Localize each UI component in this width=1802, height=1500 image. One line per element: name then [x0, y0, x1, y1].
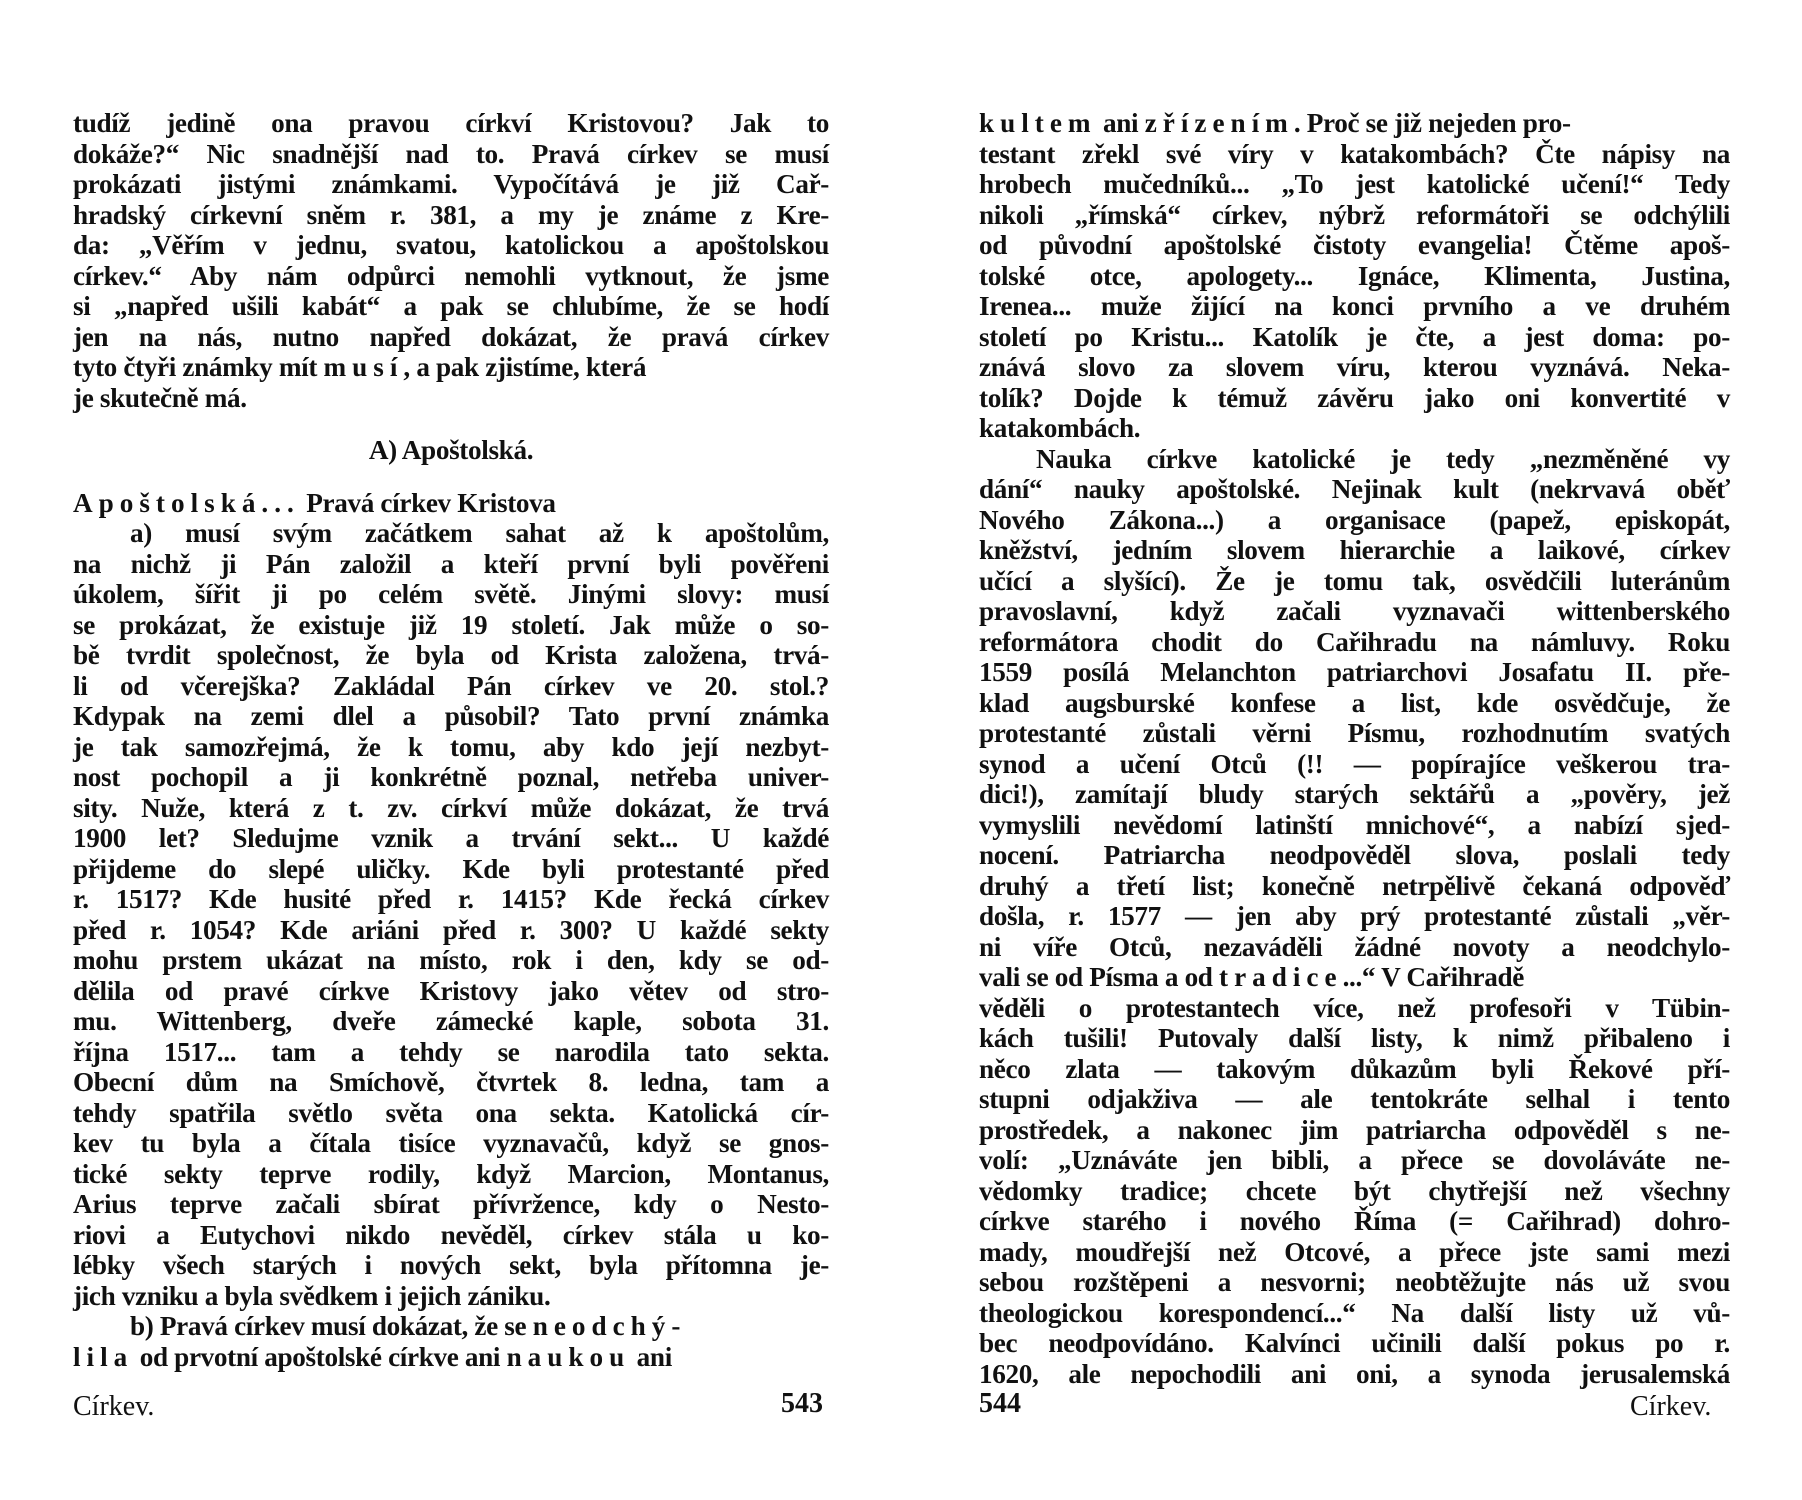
text-line: na nichž ji Pán založil a kteří první byli pověřeni — [73, 548, 829, 579]
text-line: hradský církevní sněm r. 381, a my je známe z Kre- — [73, 199, 829, 230]
text-line: století po Kristu... Katolík je čte, a jest doma: po- — [979, 321, 1730, 352]
text-run: , a pak zjistíme, která — [403, 352, 647, 382]
text-line: 1900 let? Sledujme vznik a trvání sekt... U každé — [73, 823, 829, 853]
text-line: je tak samozřejmá, že k tomu, aby kdo její nezbyt- — [73, 731, 829, 762]
text-line: sity. Nuže, která z t. zv. církví může dokázat, že trvá — [73, 792, 829, 823]
text-line — [73, 1342, 829, 1373]
text-line: nost pochopil a ji konkrétně poznal, netřeba univer- — [73, 762, 829, 792]
text-line: prokázati jistými známkami. Vypočítává je již Cař- — [73, 169, 829, 199]
right-page — [901, 0, 1802, 1500]
text-run: Pravá církev Kristova — [299, 487, 556, 518]
spacer — [73, 466, 829, 488]
spaced-emphasis: musí — [323, 352, 404, 382]
text-line: učící a slyšící). Že je tomu tak, osvědčili luteránům — [979, 565, 1730, 596]
text-line: volí: „Uznáváte jen bibli, a přece se dovoláváte ne- — [979, 1145, 1730, 1175]
text-line: kách tušili! Putovaly další listy, k nimž přibaleno i — [979, 1023, 1730, 1053]
text-line: Kdypak na zemi dlel a působil? Tato první známka — [73, 701, 829, 731]
text-line: je skutečně má. — [73, 382, 247, 413]
text-line: ni víře Otců, nezaváděli žádné novoty a neodchylo- — [979, 931, 1730, 962]
text-line: li od včerejška? Zakládal Pán církev ve 20. stol.? — [73, 670, 829, 701]
text-line: mu. Wittenberg, dveře zámecké kaple, sobota 31. — [73, 1006, 829, 1036]
text-line: Nového Zákona...) a organisace (papež, episkopát, — [979, 504, 1730, 535]
spaced-emphasis: neodchý- — [532, 1311, 687, 1341]
spaced-emphasis: lila — [73, 1341, 134, 1372]
page-number: 543 — [781, 1388, 823, 1419]
text-run: . Proč se již nejeden pro- — [1293, 108, 1571, 138]
text-line: něco zlata — takovým důkazům byli Řekové pří- — [979, 1053, 1730, 1084]
text-run: ani — [630, 1341, 672, 1372]
text-line: nikoli „římská“ církev, nýbrž reformátoři se odchýlili — [979, 199, 1730, 230]
text-line — [979, 962, 1730, 993]
text-line: Nauka církve katolické je tedy „nezměněné vy — [1036, 443, 1730, 474]
text-line: pravoslavní, když začali vyznavači wittenberského — [979, 596, 1730, 626]
text-line: kev tu byla a čítala tisíce vyznavačů, když se gnos- — [73, 1128, 829, 1158]
text-run: tyto čtyři známky mít — [73, 352, 324, 382]
text-run: ani — [1096, 108, 1145, 138]
text-run: vali se od Písma a od — [979, 962, 1220, 992]
text-line: a) musí svým začátkem sahat až k apoštolům, — [130, 518, 829, 548]
text-run: od prvotní apoštolské církve ani — [133, 1341, 507, 1372]
text-line: da: „Věřím v jednu, svatou, katolickou a apoštolskou — [73, 230, 829, 260]
text-line: se prokázat, že existuje již 19 století. Jak může o so- — [73, 609, 829, 640]
text-line: mohu prstem ukázat na místo, rok i den, kdy se od- — [73, 945, 829, 975]
text-line: jen na nás, nutno napřed dokázat, že pravá církev — [73, 321, 829, 352]
text-line: církve starého i nového Říma (= Cařihrad) dohro- — [979, 1206, 1730, 1236]
text-line: října 1517... tam a tehdy se narodila tato sekta. — [73, 1036, 829, 1067]
text-line: vymyslili nevědomí latinští mnichové“, a nabízí sjed- — [979, 809, 1730, 840]
text-line: znává slovo za slovem víru, kterou vyznává. Neka- — [979, 352, 1730, 382]
text-line: tolík? Dojde k témuž závěru jako oni konvertité v — [979, 382, 1730, 413]
text-line: bec neodpovídáno. Kalvínci učinili další pokus po r. — [979, 1328, 1730, 1358]
text-run: ...“ V Cařihradě — [1342, 962, 1525, 992]
section-heading: A) Apoštolská. — [368, 435, 534, 465]
running-head: Církev. — [73, 1391, 155, 1422]
text-line: dání“ nauky apoštolské. Nejinak kult (nekrvavá oběť — [979, 474, 1730, 504]
text-line: riovi a Eutychovi nikdo nevěděl, církev stála u ko- — [73, 1219, 829, 1250]
text-line: Arius teprve začali sbírat přívržence, kdy o Nesto- — [73, 1189, 829, 1219]
text-line — [979, 108, 1730, 139]
text-line: tolské otce, apologety... Ignáce, Klimenta, Justina, — [979, 260, 1730, 291]
text-line: vědomky tradice; chcete být chytřejší než všechny — [979, 1175, 1730, 1206]
text-line: došla, r. 1577 — jen aby prý protestanté zůstali „věr- — [979, 901, 1730, 931]
text-line: mady, moudřejší než Otcové, a přece jste sami mezi — [979, 1236, 1730, 1267]
text-run: b) Pravá církev musí dokázat, že se — [130, 1311, 533, 1341]
text-line: od původní apoštolské čistoty evangelia! Čtěme apoš- — [979, 230, 1730, 260]
text-line: synod a učení Otců (!! — popírajíce veškerou tra- — [979, 748, 1730, 779]
text-line — [73, 352, 829, 383]
text-line: tehdy spatřila světlo světa ona sekta. Katolická cír- — [73, 1097, 829, 1128]
text-line: dokáže?“ Nic snadnější nad to. Pravá církev se musí — [73, 138, 829, 169]
text-line: testant zřekl své víry v katakombách? Čte nápisy na — [979, 138, 1730, 169]
text-line: před r. 1054? Kde ariáni před r. 300? U každé sekty — [73, 914, 829, 945]
text-line: reformátora chodit do Cařihradu na námluvy. Roku — [979, 626, 1730, 657]
running-head: Církev. — [1630, 1391, 1712, 1422]
text-line: lébky všech starých i nových sekt, byla přítomna je- — [73, 1250, 829, 1280]
right-text-column — [979, 108, 1730, 1389]
text-line: druhý a třetí list; konečně netrpělivě čekaná odpověď — [979, 870, 1730, 901]
text-line: Irenea... muže žijící na konci prvního a ve druhém — [979, 291, 1730, 321]
text-line: 1620, ale nepochodili ani oni, a synoda jerusalemská — [979, 1358, 1730, 1389]
text-line: nocení. Patriarcha neodpověděl slova, poslali tedy — [979, 840, 1730, 870]
text-line: si „napřed ušili kabát“ a pak se chlubíme, že se hodí — [73, 291, 829, 321]
text-line: Obecní dům na Smíchově, čtvrtek 8. ledna, tam a — [73, 1067, 829, 1097]
text-line: prostředek, a nakonec jim patriarcha odpověděl s ne- — [979, 1114, 1730, 1145]
text-line: věděli o protestantech více, než profesoři v Tübin- — [979, 992, 1730, 1023]
text-line: sebou rozštěpeni a nesvorni; neobtěžujte nás už svou — [979, 1267, 1730, 1297]
text-line: dělila od pravé církve Kristovy jako větev od stro- — [73, 975, 829, 1006]
text-line: r. 1517? Kde husité před r. 1415? Kde řecká církev — [73, 884, 829, 914]
spaced-emphasis: Apoštolská... — [73, 487, 300, 518]
text-line: jich vzniku a byla svědkem i jejich zániku. — [73, 1280, 551, 1311]
text-line: přijdeme do slepé uličky. Kde byli protestanté před — [73, 853, 829, 884]
text-line: bě tvrdit společnost, že byla od Krista založena, trvá- — [73, 640, 829, 670]
text-line — [73, 1311, 829, 1342]
spaced-emphasis: zřízením — [1144, 108, 1294, 138]
text-line: katakombách. — [979, 413, 1141, 443]
text-line: 1559 posílá Melanchton patriarchovi Josafatu II. pře- — [979, 657, 1730, 687]
text-line: kněžství, jedním slovem hierarchie a laikové, církev — [979, 535, 1730, 565]
subheading-line — [73, 488, 829, 519]
text-line: klad augsburské konfese a list, kde osvědčuje, že — [979, 687, 1730, 718]
spacer — [73, 413, 829, 435]
page-number: 544 — [979, 1388, 1021, 1419]
text-line: dici!), zamítají bludy starých sektářů a „pověry, jež — [979, 779, 1730, 809]
spaced-emphasis: naukou — [506, 1341, 631, 1372]
text-line: tické sekty teprve rodily, když Marcion, Montanus, — [73, 1158, 829, 1189]
text-line: tudíž jedině ona pravou církví Kristovou? Jak to — [73, 108, 829, 138]
spaced-emphasis: tradice — [1219, 962, 1343, 992]
text-line: stupni odjakživa — ale tentokráte selhal i tento — [979, 1084, 1730, 1114]
text-line: církev.“ Aby nám odpůrci nemohli vytknout, že jsme — [73, 260, 829, 291]
spaced-emphasis: kultem — [979, 108, 1097, 138]
text-line: hrobech mučedníků... „To jest katolické učení!“ Tedy — [979, 169, 1730, 199]
text-line: protestanté zůstali věrni Písmu, rozhodnutím svatých — [979, 718, 1730, 748]
text-line: úkolem, šířit ji po celém světě. Jinými slovy: musí — [73, 579, 829, 609]
left-text-column — [73, 108, 829, 1372]
text-line: theologickou korespondencí...“ Na další listy už vů- — [979, 1297, 1730, 1328]
